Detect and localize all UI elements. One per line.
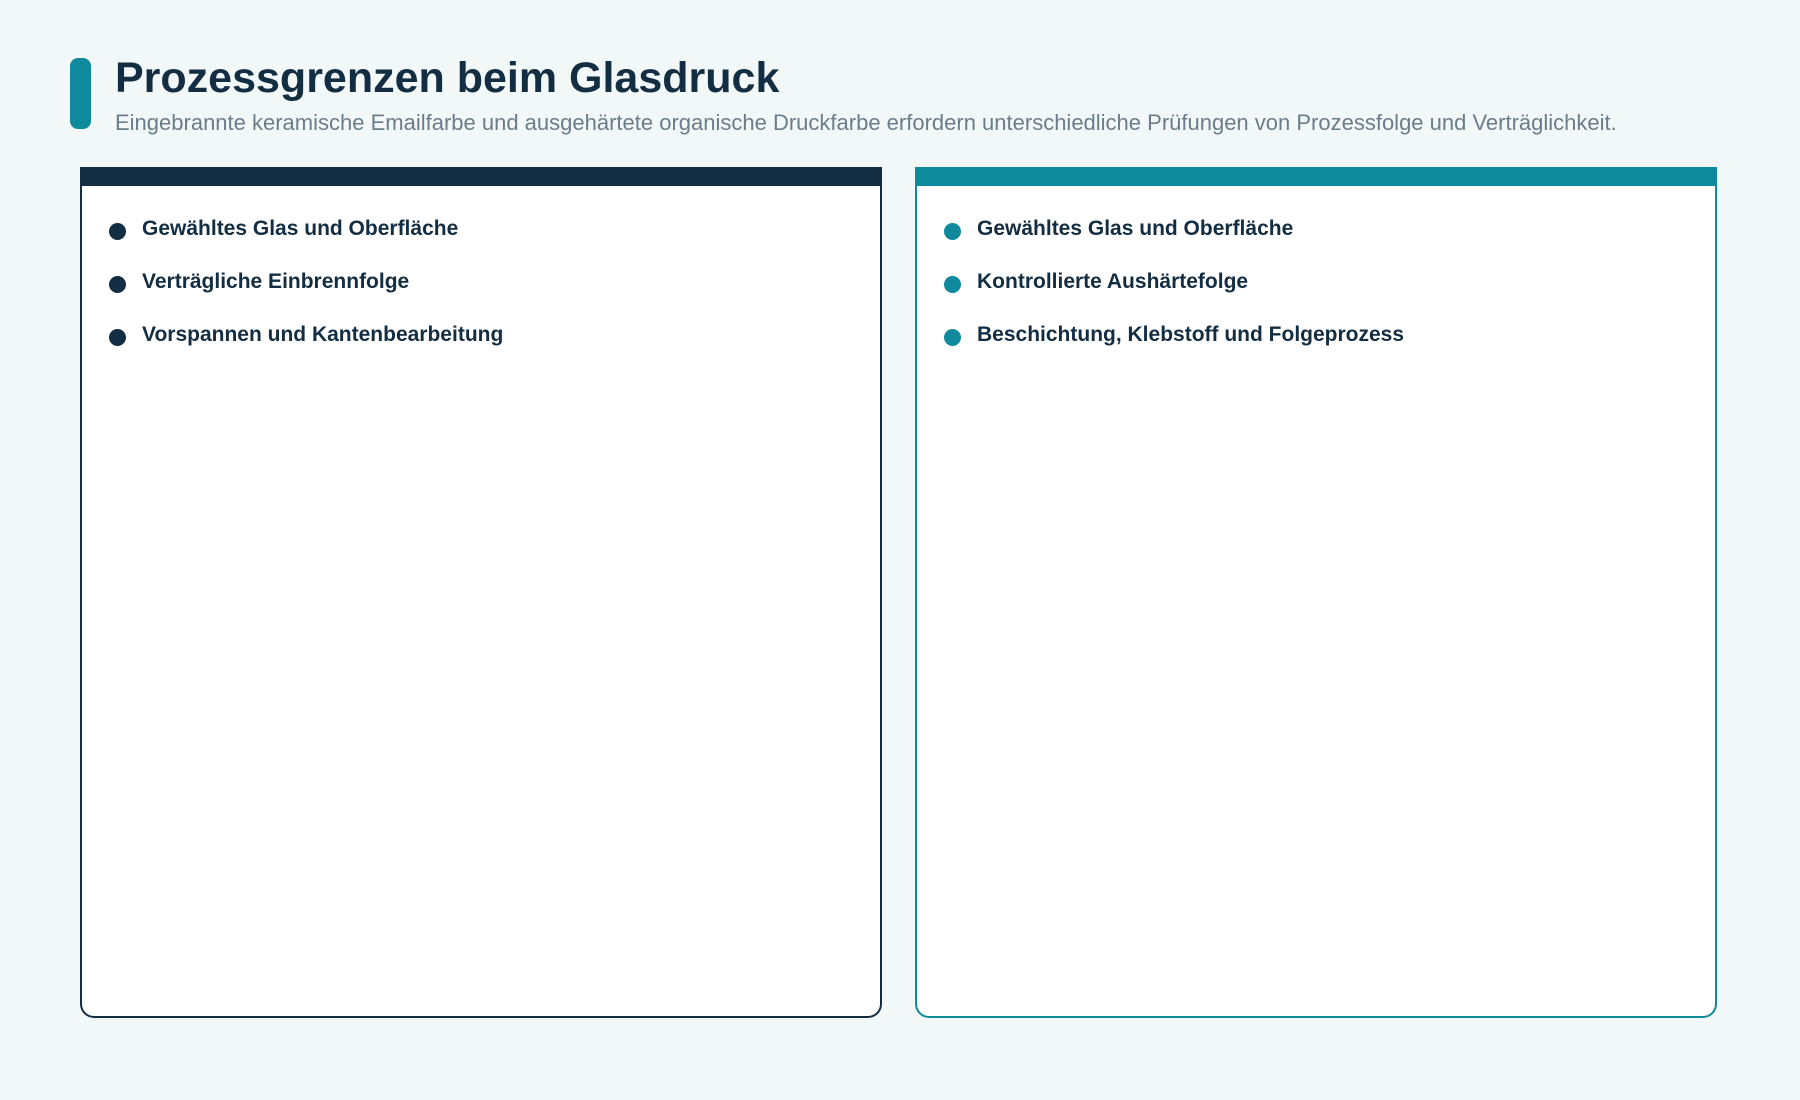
title-accent-bar <box>70 58 91 129</box>
bullet-dot-icon <box>944 223 961 240</box>
list-item-label: Kontrollierte Aushärtefolge <box>977 270 1249 293</box>
list-item <box>109 268 860 296</box>
list-item <box>944 215 1695 243</box>
list-item-label: Vorspannen und Kantenbearbeitung <box>142 323 504 346</box>
panel-ceramic-enamel <box>80 167 882 1018</box>
page-subtitle: Eingebrannte keramische Emailfarbe und ausgehärtete organische Druckfarbe erfordern unterschiedliche Prüfungen von Prozessfolge und Verträglichkeit. <box>115 110 1617 135</box>
panel-organic-ink <box>915 167 1717 1018</box>
list-item <box>109 215 860 243</box>
bullet-dot-icon <box>109 223 126 240</box>
panel-item-list <box>109 215 860 374</box>
list-item <box>944 321 1695 349</box>
bullet-dot-icon <box>944 329 961 346</box>
bullet-dot-icon <box>109 276 126 293</box>
list-item-label: Gewähltes Glas und Oberfläche <box>977 217 1294 240</box>
page-title: Prozessgrenzen beim Glasdruck <box>115 54 780 102</box>
list-item-label: Gewähltes Glas und Oberfläche <box>142 217 459 240</box>
list-item <box>109 321 860 349</box>
panel-header-bar <box>915 167 1717 186</box>
panel-header-bar <box>80 167 882 186</box>
list-item-label: Beschichtung, Klebstoff und Folgeprozess <box>977 323 1405 346</box>
bullet-dot-icon <box>944 276 961 293</box>
panel-item-list <box>944 215 1695 374</box>
list-item <box>944 268 1695 296</box>
bullet-dot-icon <box>109 329 126 346</box>
list-item-label: Verträgliche Einbrennfolge <box>142 270 410 293</box>
